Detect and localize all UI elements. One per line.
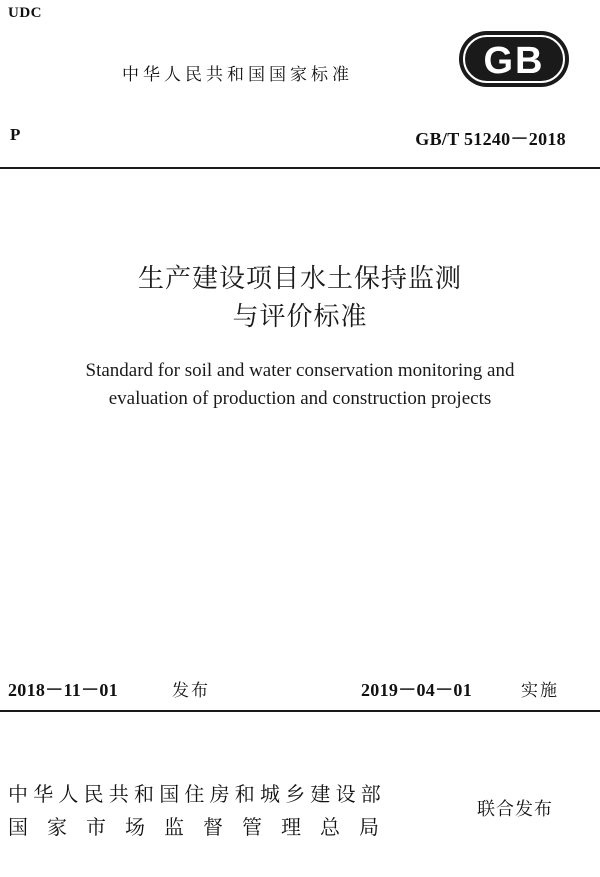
- chinese-title-line-2: 与评价标准: [232, 302, 368, 332]
- issuer-ministry: 中华人民共和国住房和城乡建设部: [8, 782, 386, 806]
- implementation-date: 2019－04－01: [361, 680, 472, 700]
- udc-label: UDC: [8, 5, 42, 21]
- gb-logo: [458, 30, 570, 88]
- standard-number: GB/T 51240－2018: [415, 129, 566, 149]
- issue-label: 发布: [172, 681, 210, 701]
- bottom-divider: [0, 710, 600, 712]
- chinese-title: [0, 260, 600, 336]
- issue-date: 2018－11－01: [8, 680, 119, 700]
- category-code: P: [10, 125, 21, 144]
- issuer-administration: 国家市场监督管理总局: [8, 815, 398, 839]
- joint-release-label: 联合发布: [477, 799, 553, 820]
- english-title: [0, 357, 600, 413]
- english-title-line-2: evaluation of production and construction projects: [108, 388, 492, 409]
- svg-text:GB: GB: [483, 40, 545, 82]
- implementation-label: 实施: [521, 681, 559, 701]
- chinese-title-line-1: 生产建设项目水土保持监测: [137, 264, 462, 294]
- national-standard-heading: 中华人民共和国国家标准: [122, 65, 353, 85]
- english-title-line-1: Standard for soil and water conservation monitoring and: [85, 360, 515, 381]
- top-divider: [0, 167, 600, 169]
